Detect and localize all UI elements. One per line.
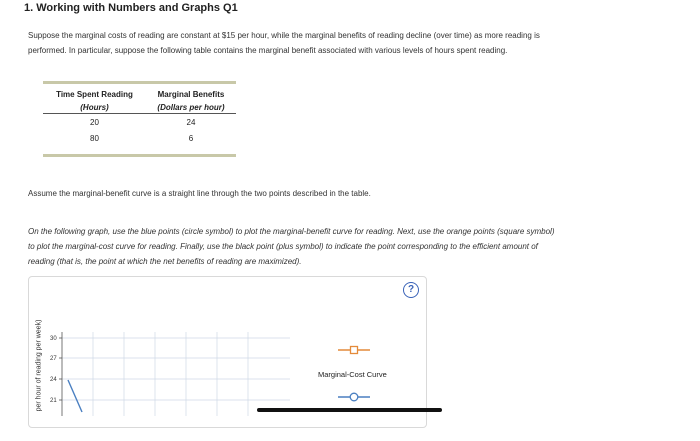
legend-marginal-cost-label: Marginal-Cost Curve	[318, 370, 387, 379]
cell-benefit: 24	[186, 117, 196, 127]
grid-lines	[62, 332, 290, 416]
cell-benefit: 6	[188, 133, 194, 143]
y-tick-label: 27	[50, 356, 57, 362]
col-header-time: Time Spent Reading	[56, 89, 133, 99]
legend-marginal-cost-marker[interactable]	[338, 347, 370, 354]
intro-line-2: performed. In particular, suppose the following table contains the marginal benefit associated with various levels of hours spent reading.	[28, 46, 508, 55]
y-tick-label: 21	[50, 398, 57, 404]
assumption-text: Assume the marginal-benefit curve is a straight line through the two points described in the table.	[28, 189, 371, 198]
y-axis-label: per hour of reading per week)	[35, 319, 43, 412]
horizontal-scrollbar[interactable]	[257, 408, 442, 412]
help-icon[interactable]: ?	[403, 282, 419, 298]
y-tick-label: 30	[50, 336, 57, 342]
y-tick-label: 24	[50, 377, 57, 383]
col-header-benefit: Marginal Benefits	[157, 89, 225, 99]
cell-hours: 20	[90, 117, 99, 127]
legend-marginal-benefit-marker[interactable]	[338, 393, 370, 401]
instructions-line-1: On the following graph, use the blue points (circle symbol) to plot the marginal-benefit curve for reading. Next, use the orange points (square symbol)	[28, 227, 555, 236]
cell-hours: 80	[90, 133, 99, 143]
instructions-line-3: reading (that is, the point at which the net benefits of reading are maximized).	[28, 257, 302, 266]
marginal-benefit-line-segment[interactable]	[68, 380, 82, 412]
col-sub-dollars: (Dollars per hour)	[146, 101, 236, 114]
page-title: 1. Working with Numbers and Graphs Q1	[24, 2, 238, 14]
instructions-line-2: to plot the marginal-cost curve for reading. Finally, use the black point (plus symbol) to indicate the point corresponding to the efficient amount of	[28, 242, 538, 251]
col-sub-hours: (Hours)	[43, 101, 146, 114]
intro-line-1: Suppose the marginal costs of reading are constant at $15 per hour, while the marginal benefits of reading decline (over time) as more reading is	[28, 31, 540, 40]
